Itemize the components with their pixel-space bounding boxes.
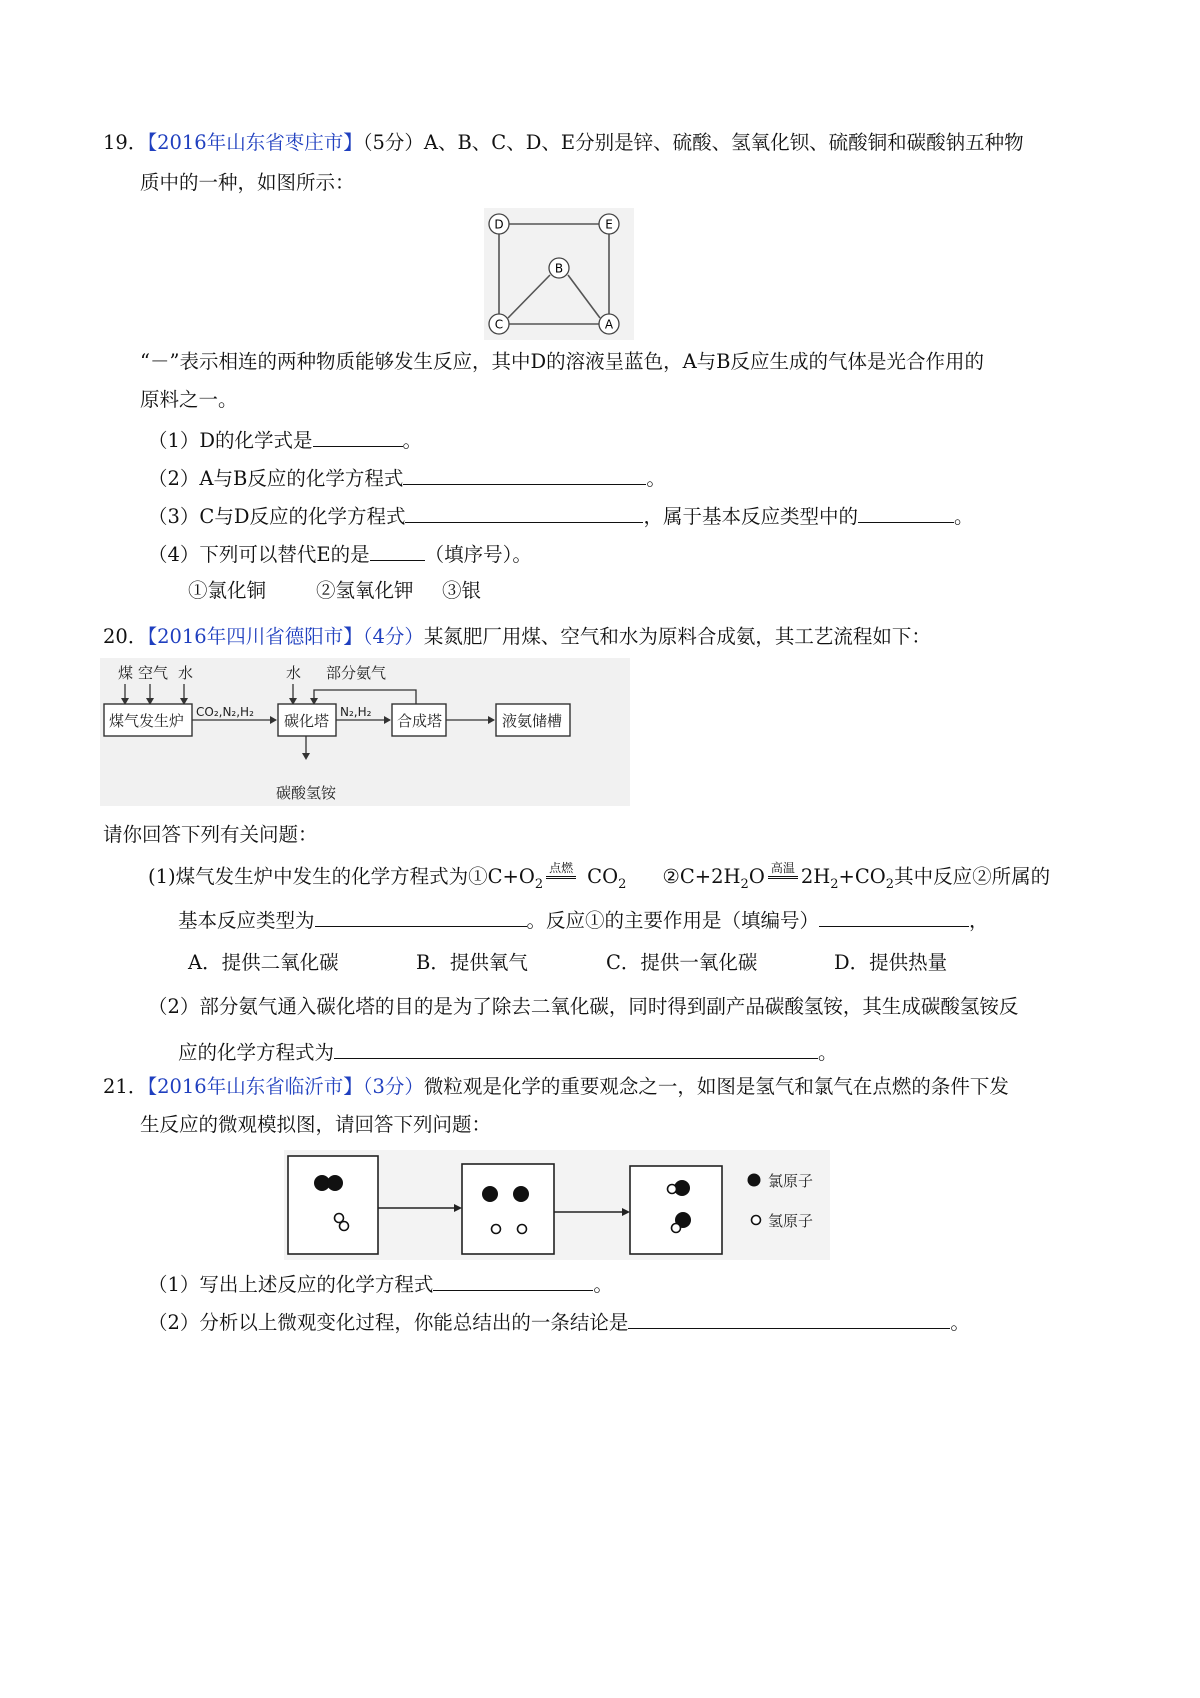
option-a: A．提供二氧化碳 — [188, 951, 339, 974]
q20-part2: （2）部分氨气通入碳化塔的目的是为了除去二氧化碳，同时得到副产品碳酸氢铵，其生成碳酸氢铵反 — [148, 995, 1019, 1018]
cl-atom — [482, 1186, 498, 1202]
svg-text:CO₂,N₂,H₂: CO₂,N₂,H₂ — [196, 705, 254, 719]
q19-part1: （1）D的化学式是 。 — [148, 424, 422, 456]
answer-blank[interactable] — [405, 500, 643, 523]
q20-process-flow — [100, 658, 630, 806]
q21-source: 【2016年山东省临沂市】 — [147, 1075, 363, 1098]
q19-description-cont: 原料之一。 — [140, 388, 238, 411]
q20-part1: (1)煤气发生炉中发生的化学方程式为$①C+O_2$点燃 $CO_2$ $②C+2H_2O$ 高温 $2H_2+CO_2$其中反应②所属的 — [148, 861, 1051, 892]
svg-text:煤: 煤 — [118, 664, 134, 682]
choice-1: ①氯化铜 — [188, 579, 267, 602]
q19-points: （5分） — [362, 131, 424, 154]
node-d — [489, 214, 509, 234]
q21-stem: 微粒观是化学的重要观念之一，如图是氢气和氯气在点燃的条件下发 — [423, 1075, 1009, 1098]
answer-blank[interactable] — [858, 500, 954, 523]
svg-text:液氨储槽: 液氨储槽 — [502, 712, 563, 730]
answer-blank[interactable] — [370, 538, 425, 561]
svg-text:水: 水 — [286, 664, 302, 682]
q19-description: “－”表示相连的两种物质能够发生反应，其中D的溶液呈蓝色，A与B反应生成的气体是光合作用的 — [140, 350, 984, 373]
q19-part2: （2）A与B反应的化学方程式 。 — [148, 462, 666, 494]
answer-blank[interactable] — [819, 904, 969, 927]
choice-3: ③银 — [442, 579, 482, 602]
q19-stem-cont: 质中的一种，如图所示： — [140, 171, 355, 194]
cl-atom — [513, 1186, 529, 1202]
svg-text:碳化塔: 碳化塔 — [284, 712, 330, 730]
choice-2: ②氢氧化钾 — [316, 579, 414, 602]
legend-h-label: 氢原子 — [768, 1212, 814, 1230]
svg-text:B: B — [554, 261, 564, 276]
q20-prompt: 请你回答下列有关问题： — [103, 823, 318, 846]
q20-stem: 某氮肥厂用煤、空气和水为原料合成氨，其工艺流程如下： — [423, 625, 931, 648]
q19-header — [103, 128, 1024, 158]
q21-number: 21． — [103, 1075, 148, 1098]
q21-header — [103, 1072, 1009, 1102]
q19-stem: A、B、C、D、E分别是锌、硫酸、氢氧化钡、硫酸铜和碳酸钠五种物 — [423, 131, 1024, 154]
answer-blank[interactable] — [313, 424, 403, 447]
h-atom — [518, 1225, 527, 1234]
answer-blank[interactable] — [628, 1306, 950, 1329]
legend-cl-label: 氯原子 — [768, 1172, 814, 1190]
h-atom — [492, 1225, 501, 1234]
q20-points: （4分） — [362, 625, 424, 648]
q20-header — [103, 622, 931, 652]
node-b — [549, 258, 569, 278]
svg-text:A: A — [604, 317, 614, 332]
q19-part3: （3）C与D反应的化学方程式 ，属于基本反应类型中的 。 — [148, 500, 974, 532]
svg-text:水: 水 — [178, 664, 194, 682]
svg-text:煤气发生炉: 煤气发生炉 — [109, 712, 185, 730]
legend-h-symbol — [752, 1216, 761, 1225]
q20-source: 【2016年四川省德阳市】 — [147, 625, 363, 648]
node-e — [599, 214, 619, 234]
q21-part2: （2）分析以上微观变化过程，你能总结出的一条结论是 。 — [148, 1306, 970, 1338]
q20-part1-cont: 基本反应类型为 。反应①的主要作用是（填编号） ， — [178, 904, 989, 936]
node-c — [489, 314, 509, 334]
reaction-condition: 点燃 — [546, 862, 576, 875]
svg-text:合成塔: 合成塔 — [397, 712, 443, 730]
option-c: C．提供一氧化碳 — [606, 951, 758, 974]
q21-part1: （1）写出上述反应的化学方程式 。 — [148, 1268, 613, 1300]
svg-text:E: E — [605, 217, 613, 232]
answer-blank[interactable] — [403, 462, 646, 485]
svg-text:C: C — [494, 317, 504, 332]
q21-points: （3分） — [362, 1075, 424, 1098]
svg-text:部分氨气: 部分氨气 — [326, 664, 387, 682]
q19-choices — [188, 576, 481, 606]
product-box — [630, 1166, 722, 1254]
q19-part4: （4）下列可以替代E的是 （填序号）。 — [148, 538, 532, 570]
q19-source: 【2016年山东省枣庄市】 — [147, 131, 363, 154]
option-b: B．提供氧气 — [416, 951, 528, 974]
answer-blank[interactable] — [315, 904, 527, 927]
q20-part2-cont: 应的化学方程式为 。 — [178, 1036, 838, 1068]
q21-stem-cont: 生反应的微观模拟图，请回答下列问题： — [140, 1113, 492, 1136]
legend-cl-symbol — [748, 1174, 761, 1187]
q20-options — [188, 948, 947, 978]
q19-number: 19． — [103, 131, 148, 154]
svg-text:空气: 空气 — [138, 664, 169, 682]
svg-text:碳酸氢铵: 碳酸氢铵 — [276, 784, 337, 802]
node-a — [599, 314, 619, 334]
svg-text:D: D — [494, 217, 504, 232]
svg-text:N₂,H₂: N₂,H₂ — [340, 705, 372, 719]
answer-blank[interactable] — [433, 1268, 593, 1291]
option-d: D．提供热量 — [834, 951, 948, 974]
answer-blank[interactable] — [334, 1036, 818, 1059]
q21-micro-diagram — [284, 1150, 830, 1260]
reactant-box — [288, 1156, 378, 1254]
intermediate-box — [462, 1164, 554, 1254]
reaction-condition: 高温 — [768, 862, 798, 875]
q20-number: 20． — [103, 625, 148, 648]
q19-reaction-diagram — [484, 208, 634, 340]
